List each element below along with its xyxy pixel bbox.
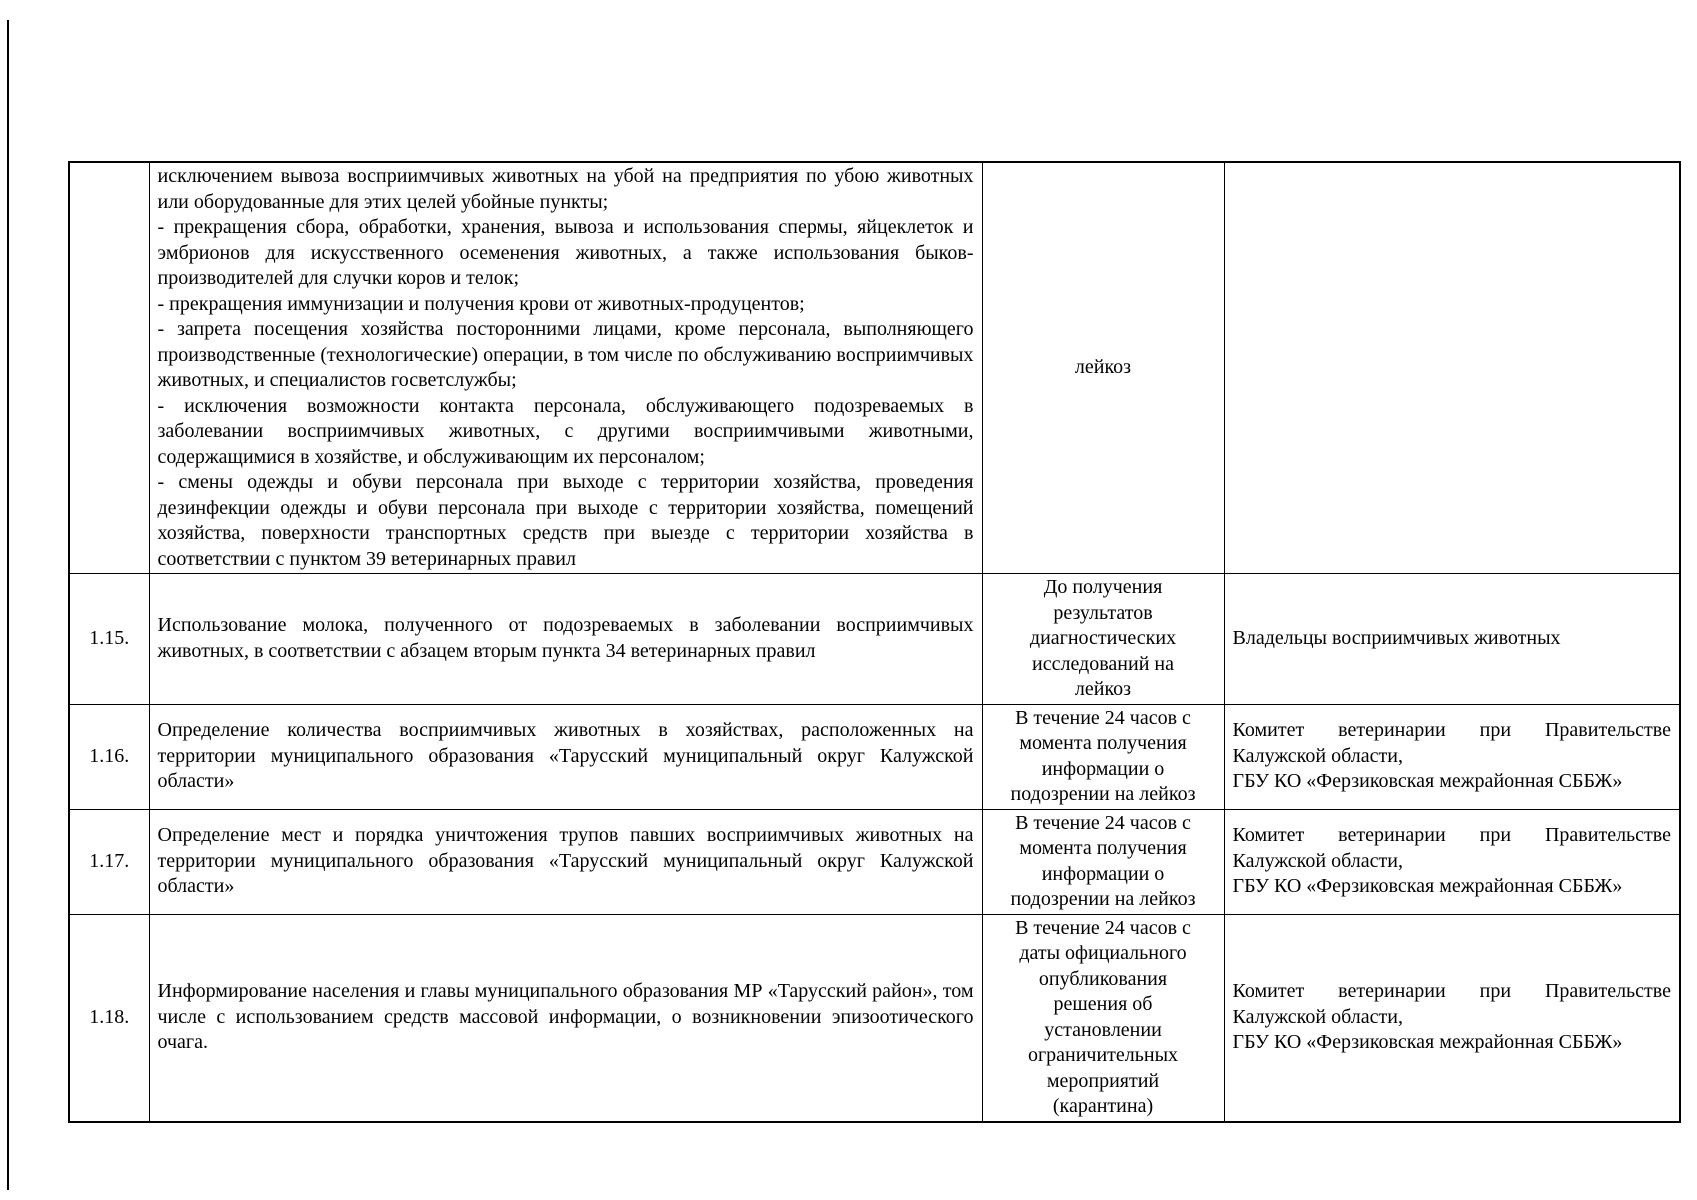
measure-text: Информирование населения и главы муниципального образования МР «Тарусский район», том числе с использованием средств массовой информации, о возникновении эпизоотического очага. [157,980,974,1054]
term-line: (карантина) [1052,1095,1154,1117]
executor-line: ГБУ КО «Ферзиковская межрайонная СББЖ» [1232,1031,1623,1054]
measure-text: Использование молока, полученного от подозреваемых в заболевании восприимчивых животных, в соответствии с абзацем вторым пункта 34 ветеринарных правил [157,614,974,662]
term-line: До получения [1043,576,1163,598]
executor-cell [1224,914,1680,1122]
term-line: информации о [1041,862,1165,885]
measure-line: - запрета посещения хозяйства посторонними лицами, кроме персонала, выполняющего производственные (технологические) операции, в том числе по обслуживанию восприимчивых животных, и специалистов госветслужбы; [157,318,974,391]
measure-cell [149,162,982,574]
term-line: даты официального [1019,942,1187,964]
row-number-cell [69,162,149,574]
term-line: установлении [1044,1018,1162,1041]
executor-cell: Владельцы восприимчивых животных [1224,574,1680,705]
term-cell [982,574,1224,705]
term-line: В течение 24 часов с [1015,811,1191,834]
measure-line: - смены одежды и обуви персонала при выходе с территории хозяйства, проведения дезинфекции одежды и обуви персонала при выходе с территории хозяйства, помещений хозяйства, поверхности транспортных средств при выезде с территории хозяйства в соответствии с пунктом 39 ветеринарных правил [157,471,974,570]
measure-cell [149,914,982,1122]
measure-cell [149,809,982,914]
measure-text: Определение количества восприимчивых животных в хозяйствах, расположенных на территории муниципального образования «Тарусский муниципальный округ Калужской области» [157,719,974,793]
table-row [69,162,1680,574]
row-number-cell: 1.17. [69,809,149,914]
executor-line: Комитет ветеринарии при Правительстве Калужской области, [1232,719,1671,767]
term-line: исследований на [1032,652,1174,675]
executor-line: Комитет ветеринарии при Правительстве Калужской области, [1232,824,1671,872]
row-number-cell: 1.18. [69,914,149,1122]
term-line: мероприятий [1046,1069,1160,1092]
executor-cell [1224,809,1680,914]
executor-cell [1224,704,1680,809]
measure-line: исключением вывоза восприимчивых животных на убой на предприятия по убою животных или оборудованные для этих целей убойные пункты; [157,165,974,213]
measure-line: - прекращения сбора, обработки, хранения, вывоза и использования спермы, яйцеклеток и эмбрионов для искусственного осеменения животных, а также использования быков-производителей для случки коров и телок; [157,216,974,289]
executor-line: ГБУ КО «Ферзиковская межрайонная СББЖ» [1232,875,1623,898]
term-cell [982,809,1224,914]
table-row [69,704,1680,809]
measure-line: - исключения возможности контакта персонала, обслуживающего подозреваемых в заболевании восприимчивых животных, с другими восприимчивыми животными, содержащимися в хозяйстве, и обслуживающим их персоналом; [157,394,974,468]
executor-cell [1224,162,1680,574]
term-line: результатов [1053,601,1153,624]
term-line: подозрении на лейкоз [1010,888,1196,910]
row-number-cell: 1.15. [69,574,149,705]
page-margin-line [7,20,9,1190]
executor-line: ГБУ КО «Ферзиковская межрайонная СББЖ» [1232,770,1623,793]
term-cell [982,704,1224,809]
term-line: ограничительных [1027,1044,1179,1066]
row-number-cell: 1.16. [69,704,149,809]
term-line: информации о [1041,757,1165,780]
term-line: решения об [1053,993,1153,1015]
term-cell: лейкоз [982,162,1224,574]
term-line: момента получения [1019,732,1187,754]
term-line: лейкоз [1074,678,1132,700]
table-row [69,574,1680,705]
term-line: подозрении на лейкоз [1010,783,1196,805]
measure-cell [149,704,982,809]
term-line: диагностических [1029,627,1177,649]
table-row [69,809,1680,914]
measures-table [68,161,1681,1123]
term-line: момента получения [1019,837,1187,859]
measure-cell [149,574,982,705]
measure-text: Определение мест и порядка уничтожения трупов павших восприимчивых животных на территории муниципального образования «Тарусский муниципальный округ Калужской области» [157,824,974,898]
measure-line: - прекращения иммунизации и получения крови от животных-продуцентов; [157,292,805,315]
table-row [69,914,1680,1122]
term-line: В течение 24 часов с [1015,706,1191,729]
term-line: опубликования [1038,967,1168,990]
executor-line: Комитет ветеринарии при Правительстве Калужской области, [1232,980,1671,1028]
term-line: В течение 24 часов с [1015,916,1191,939]
term-cell [982,914,1224,1122]
